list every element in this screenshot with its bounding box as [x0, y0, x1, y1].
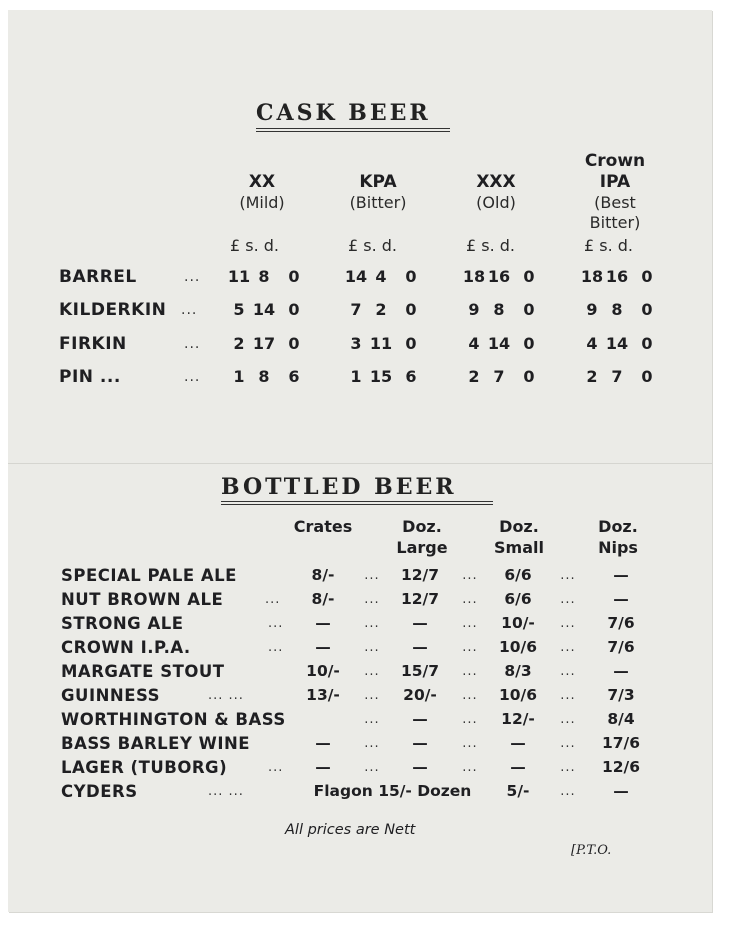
leader-dots: ... [364, 664, 380, 679]
col-sub-best: (Best [594, 193, 636, 212]
price-pence: 0 [288, 267, 300, 286]
price-cell: — [510, 758, 526, 776]
fold-line [8, 463, 712, 464]
leader-dots: ... [462, 592, 478, 607]
price-cell: 8/3 [504, 662, 532, 680]
col-sub-bitter-2: Bitter) [589, 213, 641, 232]
row-label: CROWN I.P.A. [61, 638, 191, 657]
price-cell: 12/- [501, 710, 535, 728]
leader-dots: ... [560, 568, 576, 583]
leader-dots: ... [364, 736, 380, 751]
row-label: CYDERS [61, 782, 138, 801]
currency-units: £ s. d. [584, 236, 634, 255]
price-cell: 13/- [306, 686, 340, 704]
col-header-kpa: KPA [359, 172, 397, 192]
price-pounds: 2 [586, 367, 598, 386]
price-pounds: 9 [468, 300, 480, 319]
price-cell: 12/7 [400, 590, 440, 608]
cask-beer-title: CASK BEER [256, 100, 431, 126]
price-pounds: 2 [233, 334, 245, 353]
price-pounds: 4 [586, 334, 598, 353]
title-underline [256, 128, 450, 129]
price-cell: 8/- [311, 590, 335, 608]
leader-dots: ... [560, 616, 576, 631]
price-cell: — [315, 614, 331, 632]
leader-dots: ... [560, 736, 576, 751]
price-cell: 7/3 [607, 686, 635, 704]
leader-dots: ... [268, 616, 284, 631]
row-label: WORTHINGTON & BASS [61, 710, 286, 729]
leader-dots: ... [184, 336, 201, 352]
price-pounds: 11 [227, 267, 251, 286]
leader-dots: ... [462, 664, 478, 679]
price-pounds: 18 [462, 267, 486, 286]
price-cell: — [315, 638, 331, 656]
price-pence: 0 [288, 334, 300, 353]
price-pounds: 1 [233, 367, 245, 386]
leader-dots: ... [560, 760, 576, 775]
col-header-doz-large: Doz. [402, 517, 442, 536]
price-shillings: 8 [493, 300, 505, 319]
price-cell: 6/6 [504, 566, 532, 584]
col-header-ipa: IPA [599, 172, 631, 192]
row-label: FIRKIN [59, 334, 127, 354]
price-shillings: 14 [487, 334, 511, 353]
please-turn-over: [P.T.O. [571, 843, 612, 858]
price-pence: 0 [523, 367, 535, 386]
leader-dots: ... [462, 568, 478, 583]
price-pence: 0 [405, 300, 417, 319]
col-header-doz-nips: Doz. [598, 517, 638, 536]
price-pounds: 2 [468, 367, 480, 386]
col-sub-bitter: (Bitter) [349, 193, 407, 212]
price-pounds: 1 [350, 367, 362, 386]
price-pounds: 14 [344, 267, 368, 286]
price-cell: 5/- [506, 782, 530, 800]
price-cell: — [613, 782, 629, 800]
price-pounds: 5 [233, 300, 245, 319]
leader-dots: ... [560, 712, 576, 727]
col-header-nips: Nips [598, 538, 638, 557]
prices-note: All prices are Nett [285, 822, 416, 838]
price-shillings: 8 [611, 300, 623, 319]
price-pounds: 18 [580, 267, 604, 286]
price-shillings: 17 [252, 334, 276, 353]
price-cell: 8/4 [607, 710, 635, 728]
title-underline [221, 501, 493, 502]
leader-dots: ... [364, 616, 380, 631]
leader-dots: ... [560, 640, 576, 655]
price-pence: 0 [641, 300, 653, 319]
price-cell: 17/6 [601, 734, 641, 752]
price-cell: 8/- [311, 566, 335, 584]
price-cell: 10/6 [498, 686, 538, 704]
flagon-price: Flagon 15/- Dozen [313, 782, 472, 800]
price-pounds: 3 [350, 334, 362, 353]
price-pence: 0 [405, 334, 417, 353]
leader-dots: ... [364, 640, 380, 655]
price-shillings: 8 [258, 267, 270, 286]
leader-dots: ... [462, 640, 478, 655]
price-cell: 20/- [403, 686, 437, 704]
price-shillings: 2 [375, 300, 387, 319]
leader-dots: ... [462, 736, 478, 751]
price-pounds: 9 [586, 300, 598, 319]
leader-dots: ... [184, 269, 201, 285]
price-cell: — [613, 566, 629, 584]
price-shillings: 14 [252, 300, 276, 319]
col-header-large: Large [396, 538, 448, 557]
row-label: KILDERKIN [59, 300, 167, 320]
row-label: SPECIAL PALE ALE [61, 566, 237, 585]
leader-dots: ... [364, 592, 380, 607]
col-sub-old: (Old) [476, 193, 516, 212]
price-cell: 12/7 [400, 566, 440, 584]
price-shillings: 14 [605, 334, 629, 353]
price-shillings: 7 [493, 367, 505, 386]
price-pence: 0 [641, 367, 653, 386]
col-header-xxx: XXX [476, 172, 516, 192]
currency-units: £ s. d. [230, 236, 280, 255]
leader-dots: ... [560, 688, 576, 703]
col-header-xx: XX [248, 172, 276, 192]
col-header-doz-small: Doz. [499, 517, 539, 536]
price-cell: — [613, 590, 629, 608]
price-pounds: 7 [350, 300, 362, 319]
price-pence: 0 [523, 267, 535, 286]
price-cell: — [510, 734, 526, 752]
title-underline [256, 131, 450, 132]
leader-dots: ... [181, 302, 198, 318]
col-sub-mild: (Mild) [239, 193, 285, 212]
leader-dots: ... [560, 784, 576, 799]
leader-dots: ... [268, 760, 284, 775]
currency-units: £ s. d. [466, 236, 516, 255]
leader-dots: ... ... [208, 784, 244, 799]
row-label: PIN ... [59, 367, 121, 387]
row-label: STRONG ALE [61, 614, 184, 633]
price-cell: — [412, 758, 428, 776]
price-cell: — [412, 734, 428, 752]
leader-dots: ... [364, 760, 380, 775]
price-shillings: 11 [369, 334, 393, 353]
price-cell: — [315, 734, 331, 752]
price-shillings: 8 [258, 367, 270, 386]
price-pence: 0 [405, 267, 417, 286]
price-cell: 7/6 [607, 638, 635, 656]
leader-dots: ... [560, 592, 576, 607]
leader-dots: ... [462, 712, 478, 727]
price-cell: 10/6 [498, 638, 538, 656]
price-shillings: 7 [611, 367, 623, 386]
col-header-crates: Crates [293, 517, 353, 536]
col-header-crown: Crown [584, 151, 646, 171]
price-cell: — [315, 758, 331, 776]
price-shillings: 16 [605, 267, 629, 286]
price-pounds: 4 [468, 334, 480, 353]
row-label: LAGER (TUBORG) [61, 758, 228, 777]
leader-dots: ... [364, 712, 380, 727]
row-label: GUINNESS [61, 686, 160, 705]
price-pence: 6 [405, 367, 417, 386]
price-cell: 6/6 [504, 590, 532, 608]
row-label: MARGATE STOUT [61, 662, 225, 681]
price-cell: 12/6 [601, 758, 641, 776]
price-cell: 10/- [501, 614, 535, 632]
price-cell: 10/- [306, 662, 340, 680]
row-label: BARREL [59, 267, 137, 287]
price-cell: 15/7 [400, 662, 440, 680]
price-pence: 0 [523, 334, 535, 353]
price-pence: 0 [641, 334, 653, 353]
leader-dots: ... [462, 616, 478, 631]
leader-dots: ... [462, 688, 478, 703]
price-shillings: 16 [487, 267, 511, 286]
leader-dots: ... [268, 640, 284, 655]
price-cell: — [613, 662, 629, 680]
price-cell: — [412, 710, 428, 728]
price-pence: 0 [641, 267, 653, 286]
price-cell: — [412, 638, 428, 656]
price-cell: — [412, 614, 428, 632]
leader-dots: ... [364, 688, 380, 703]
leader-dots: ... [364, 568, 380, 583]
leader-dots: ... [184, 369, 201, 385]
currency-units: £ s. d. [348, 236, 398, 255]
price-shillings: 15 [369, 367, 393, 386]
col-header-small: Small [494, 538, 544, 557]
row-label: BASS BARLEY WINE [61, 734, 251, 753]
row-label: NUT BROWN ALE [61, 590, 224, 609]
price-pence: 0 [288, 300, 300, 319]
price-pence: 0 [523, 300, 535, 319]
leader-dots: ... ... [208, 688, 244, 703]
leader-dots: ... [265, 592, 281, 607]
price-pence: 6 [288, 367, 300, 386]
bottled-beer-title: BOTTLED BEER [221, 474, 457, 500]
leader-dots: ... [462, 760, 478, 775]
price-shillings: 4 [375, 267, 387, 286]
price-cell: 7/6 [607, 614, 635, 632]
title-underline [221, 504, 493, 505]
leader-dots: ... [560, 664, 576, 679]
